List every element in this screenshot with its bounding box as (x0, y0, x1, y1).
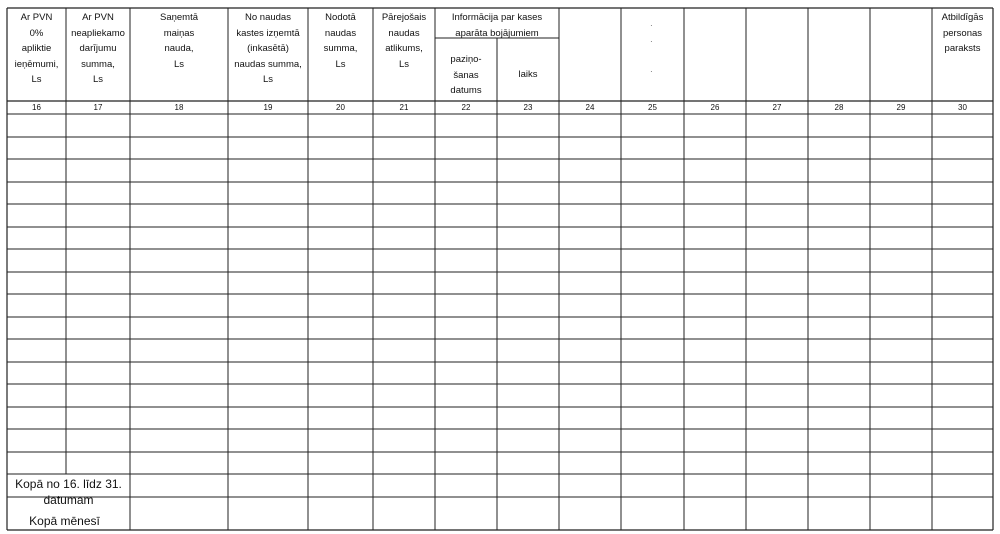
footer-total-month: Kopā mēnesī (29, 514, 100, 528)
column-number-27: 27 (772, 103, 782, 112)
header-c30: Atbildīgās personas paraksts (941, 12, 984, 54)
header-c22: paziņo- šanas datums (450, 54, 482, 96)
column-number-21: 21 (399, 103, 409, 112)
header-c18: Saņemtā maiņas nauda, Ls (159, 12, 199, 70)
column-number-16: 16 (32, 103, 41, 112)
header-c23: laiks (518, 69, 538, 80)
footer-total-16-31: Kopā no 16. līdz 31. datumam (15, 477, 122, 507)
column-number-28: 28 (834, 103, 844, 112)
column-number-18: 18 (174, 103, 184, 112)
header-mark-2: · (650, 37, 653, 46)
header-mark-3: · (650, 67, 653, 76)
header-c21: Pārejošais naudas atlikums, Ls (381, 12, 427, 70)
column-number-22: 22 (461, 103, 471, 112)
header-c17: Ar PVN neapliekamo darījumu summa, Ls (71, 12, 125, 85)
header-c16: Ar PVN 0% apliktie ieņēmumi, Ls (14, 12, 59, 85)
header-c19: No naudas kastes izņemtā (inkasētā) naudas summa, Ls (234, 12, 302, 85)
column-number-19: 19 (263, 103, 273, 112)
column-number-30: 30 (958, 103, 967, 112)
column-number-26: 26 (710, 103, 720, 112)
header-c20: Nodotā naudas summa, Ls (323, 12, 358, 70)
column-number-24: 24 (585, 103, 595, 112)
header-group-damage: Informācija par kases aparāta bojājumiem (451, 12, 543, 39)
header-mark-1: · (650, 21, 653, 30)
column-number-17: 17 (93, 103, 103, 112)
column-number-29: 29 (896, 103, 906, 112)
column-number-25: 25 (648, 103, 657, 112)
column-number-20: 20 (336, 103, 345, 112)
column-number-23: 23 (523, 103, 533, 112)
